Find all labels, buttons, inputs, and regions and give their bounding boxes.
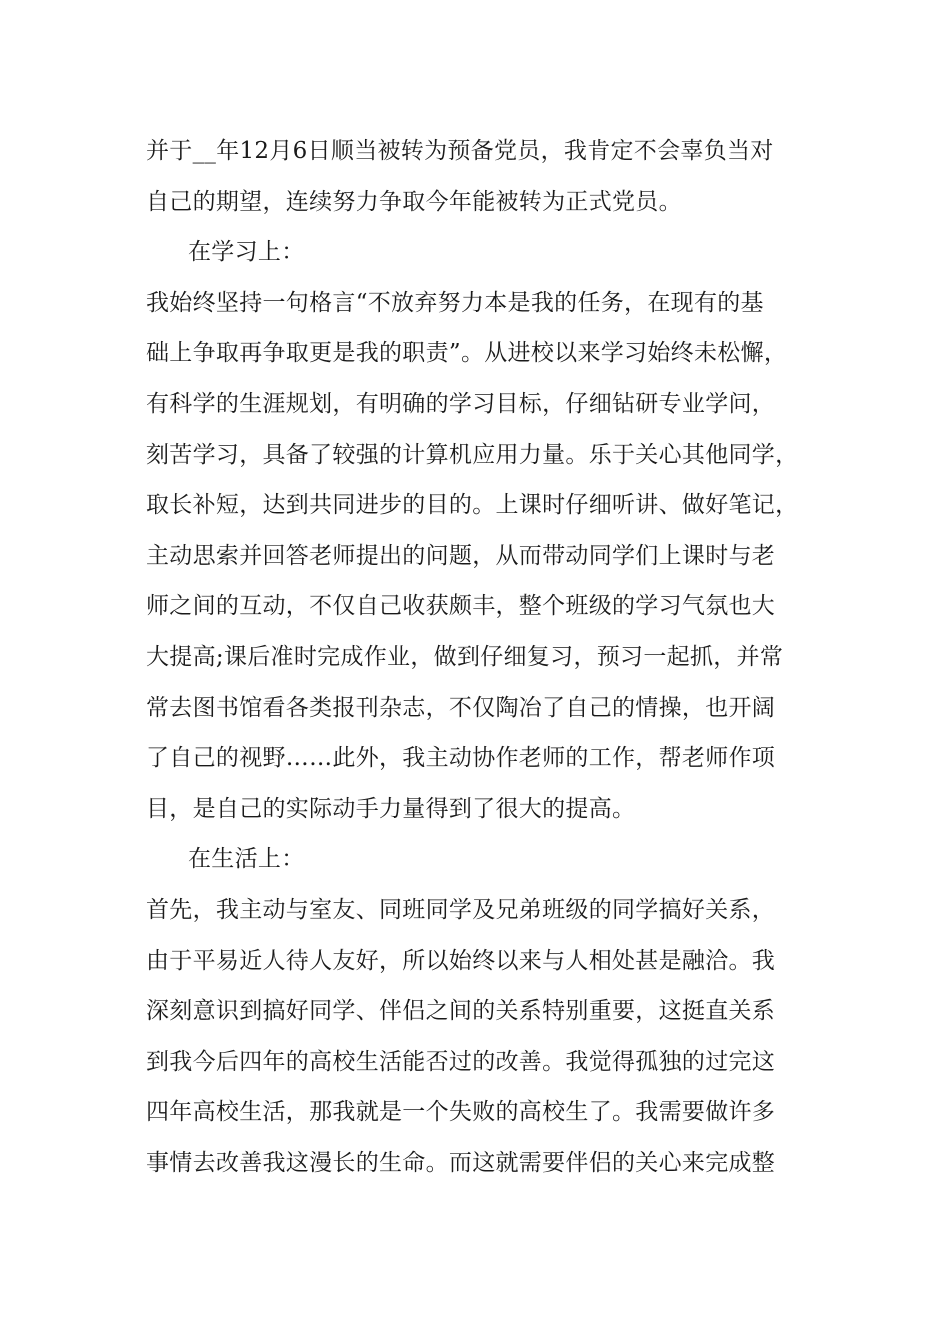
text-line: 到我今后四年的高校生活能否过的改善。我觉得孤独的过完这 xyxy=(146,1048,776,1075)
body-text xyxy=(146,126,806,1188)
text-line: 取长补短，达到共同进步的目的。上课时仔细听讲、做好笔记， xyxy=(146,492,799,519)
section-heading-study: 在学习上： xyxy=(188,239,305,266)
text-line: 刻苦学习，具备了较强的计算机应用力量。乐于关心其他同学， xyxy=(146,441,799,468)
text-line: 有科学的生涯规划，有明确的学习目标，仔细钻研专业学问， xyxy=(146,390,776,417)
text-line: 首先，我主动与室友、同班同学及兄弟班级的同学搞好关系， xyxy=(146,896,776,923)
text-line: 自己的期望，连续努力争取今年能被转为正式党员。 xyxy=(146,188,682,215)
text-line: 我始终坚持一句格言“不放弃努力本是我的任务，在现有的基 xyxy=(146,289,764,316)
text-line: 常去图书馆看各类报刊杂志，不仅陶冶了自己的情操，也开阔 xyxy=(146,694,776,721)
text-line: 师之间的互动，不仅自己收获颇丰，整个班级的学习气氛也大 xyxy=(146,593,776,620)
text-line: 了自己的视野……此外，我主动协作老师的工作，帮老师作项 xyxy=(146,745,776,772)
text-line: 由于平易近人待人友好，所以始终以来与人相处甚是融洽。我 xyxy=(146,947,776,974)
text-line: 主动思索并回答老师提出的问题，从而带动同学们上课时与老 xyxy=(146,542,776,569)
text-line: 大提高;课后准时完成作业，做到仔细复习，预习一起抓，并常 xyxy=(146,643,784,670)
text-line: 并于__年12月6日顺当被转为预备党员，我肯定不会辜负当对 xyxy=(146,138,774,164)
text-line: 深刻意识到搞好同学、伴侣之间的关系特别重要，这挺直关系 xyxy=(146,998,776,1025)
text-line: 四年高校生活，那我就是一个失败的高校生了。我需要做许多 xyxy=(146,1099,776,1126)
text-line: 事情去改善我这漫长的生命。而这就需要伴侣的关心来完成整 xyxy=(146,1149,776,1176)
text-line: 础上争取再争取更是我的职责”。从进校以来学习始终未松懈， xyxy=(146,340,788,367)
section-heading-life: 在生活上： xyxy=(188,846,305,873)
text-line: 目，是自己的实际动手力量得到了很大的提高。 xyxy=(146,795,636,822)
